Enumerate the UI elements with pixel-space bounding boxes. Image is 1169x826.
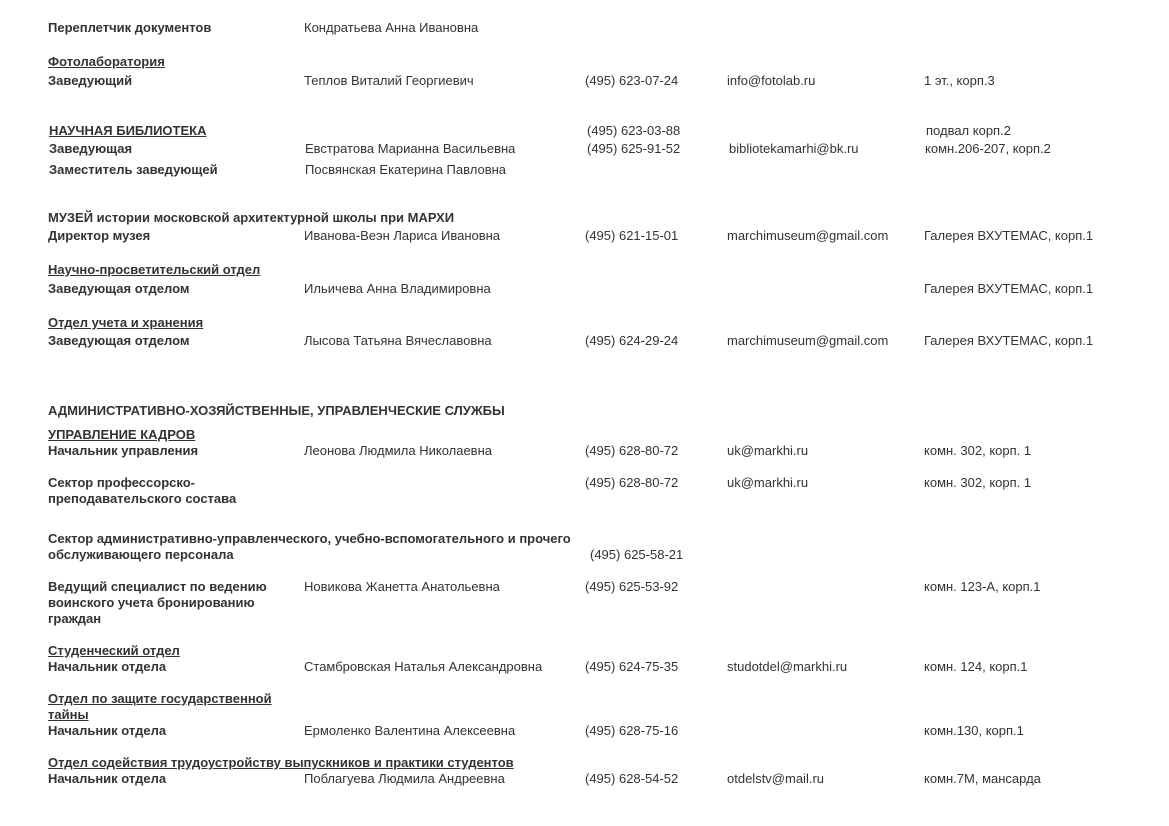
museum-storage-title: Отдел учета и хранения <box>48 315 204 330</box>
hr-staff-phone: (495) 625-58-21 <box>590 547 684 562</box>
students-role: Начальник отдела <box>48 659 167 674</box>
museum-edu-role: Заведующая отделом <box>48 281 190 296</box>
museum-storage-name: Лысова Татьяна Вячеславовна <box>304 333 492 348</box>
library-head-location: комн.206-207, корп.2 <box>925 141 1051 156</box>
binder-name: Кондратьева Анна Ивановна <box>304 20 479 35</box>
museum-edu-title: Научно-просветительский отдел <box>48 262 261 277</box>
library-head-role: Заведующая <box>49 141 133 156</box>
photolab-title: Фотолаборатория <box>48 54 165 69</box>
library-deputy-role: Заместитель заведующей <box>49 162 218 177</box>
career-title: Отдел содействия трудоустройству выпускников и практики студентов <box>48 755 514 770</box>
museum-storage-role: Заведующая отделом <box>48 333 190 348</box>
hr-faculty-email[interactable]: uk@markhi.ru <box>727 475 809 490</box>
students-title: Студенческий отдел <box>48 643 180 658</box>
students-name: Стамбровская Наталья Александровна <box>304 659 543 674</box>
career-role: Начальник отдела <box>48 771 167 786</box>
museum-director-phone: (495) 621-15-01 <box>585 228 679 243</box>
museum-storage-email[interactable]: marchimuseum@gmail.com <box>727 333 889 348</box>
photolab-role: Заведующий <box>48 73 133 88</box>
library-location: подвал корп.2 <box>926 123 1011 138</box>
hr-faculty-location: комн. 302, корп. 1 <box>924 475 1032 490</box>
secrets-location: комн.130, корп.1 <box>924 723 1024 738</box>
library-title: НАУЧНАЯ БИБЛИОТЕКА <box>49 123 207 138</box>
secrets-phone: (495) 628-75-16 <box>585 723 679 738</box>
admin-services-title: АДМИНИСТРАТИВНО-ХОЗЯЙСТВЕННЫЕ, УПРАВЛЕНЧЕСКИЕ СЛУЖБЫ <box>48 403 505 418</box>
museum-director-role: Директор музея <box>48 228 151 243</box>
career-phone: (495) 628-54-52 <box>585 771 679 786</box>
secrets-title-line1: Отдел по защите государственной <box>48 691 272 706</box>
career-location: комн.7М, мансарда <box>924 771 1041 786</box>
secrets-role: Начальник отдела <box>48 723 167 738</box>
students-phone: (495) 624-75-35 <box>585 659 679 674</box>
hr-military-name: Новикова Жанетта Анатольевна <box>304 579 500 594</box>
hr-military-role-line3: граждан <box>48 611 102 626</box>
photolab-email[interactable]: info@fotolab.ru <box>727 73 816 88</box>
photolab-location: 1 эт., корп.3 <box>924 73 995 88</box>
hr-military-location: комн. 123-А, корп.1 <box>924 579 1041 594</box>
students-email[interactable]: studotdel@markhi.ru <box>727 659 848 674</box>
secrets-name: Ермоленко Валентина Алексеевна <box>304 723 516 738</box>
photolab-name: Теплов Виталий Георгиевич <box>304 73 474 88</box>
career-name: Поблагуева Людмила Андреевна <box>304 771 505 786</box>
photolab-phone: (495) 623-07-24 <box>585 73 679 88</box>
career-email[interactable]: otdelstv@mail.ru <box>727 771 825 786</box>
library-head-name: Евстратова Марианна Васильевна <box>305 141 516 156</box>
hr-staff-role-line2: обслуживающего персонала <box>48 547 234 562</box>
hr-head-location: комн. 302, корп. 1 <box>924 443 1032 458</box>
students-location: комн. 124, корп.1 <box>924 659 1028 674</box>
library-phone: (495) 623-03-88 <box>587 123 681 138</box>
secrets-title-line2: тайны <box>48 707 89 722</box>
hr-military-phone: (495) 625-53-92 <box>585 579 679 594</box>
museum-storage-location: Галерея ВХУТЕМАС, корп.1 <box>924 333 1094 348</box>
museum-edu-location: Галерея ВХУТЕМАС, корп.1 <box>924 281 1094 296</box>
museum-storage-phone: (495) 624-29-24 <box>585 333 679 348</box>
hr-head-phone: (495) 628-80-72 <box>585 443 679 458</box>
hr-faculty-phone: (495) 628-80-72 <box>585 475 679 490</box>
binder-role: Переплетчик документов <box>48 20 212 35</box>
museum-director-email[interactable]: marchimuseum@gmail.com <box>727 228 889 243</box>
hr-head-email[interactable]: uk@markhi.ru <box>727 443 809 458</box>
library-head-phone: (495) 625-91-52 <box>587 141 681 156</box>
hr-head-name: Леонова Людмила Николаевна <box>304 443 492 458</box>
library-head-email[interactable]: bibliotekamarhi@bk.ru <box>729 141 859 156</box>
hr-faculty-role-line2: преподавательского состава <box>48 491 237 506</box>
library-deputy-name: Посвянская Екатерина Павловна <box>305 162 507 177</box>
museum-director-location: Галерея ВХУТЕМАС, корп.1 <box>924 228 1094 243</box>
hr-staff-role-line1: Сектор административно-управленческого, учебно-вспомогательного и прочего <box>48 531 571 546</box>
hr-faculty-role-line1: Сектор профессорско- <box>48 475 195 490</box>
museum-title: МУЗЕЙ истории московской архитектурной школы при МАРХИ <box>48 210 455 225</box>
hr-head-role: Начальник управления <box>48 443 199 458</box>
museum-edu-name: Ильичева Анна Владимировна <box>304 281 491 296</box>
hr-military-role-line1: Ведущий специалист по ведению <box>48 579 267 594</box>
museum-director-name: Иванова-Веэн Лариса Ивановна <box>304 228 501 243</box>
hr-military-role-line2: воинского учета бронированию <box>48 595 255 610</box>
hr-title: УПРАВЛЕНИЕ КАДРОВ <box>48 427 196 442</box>
